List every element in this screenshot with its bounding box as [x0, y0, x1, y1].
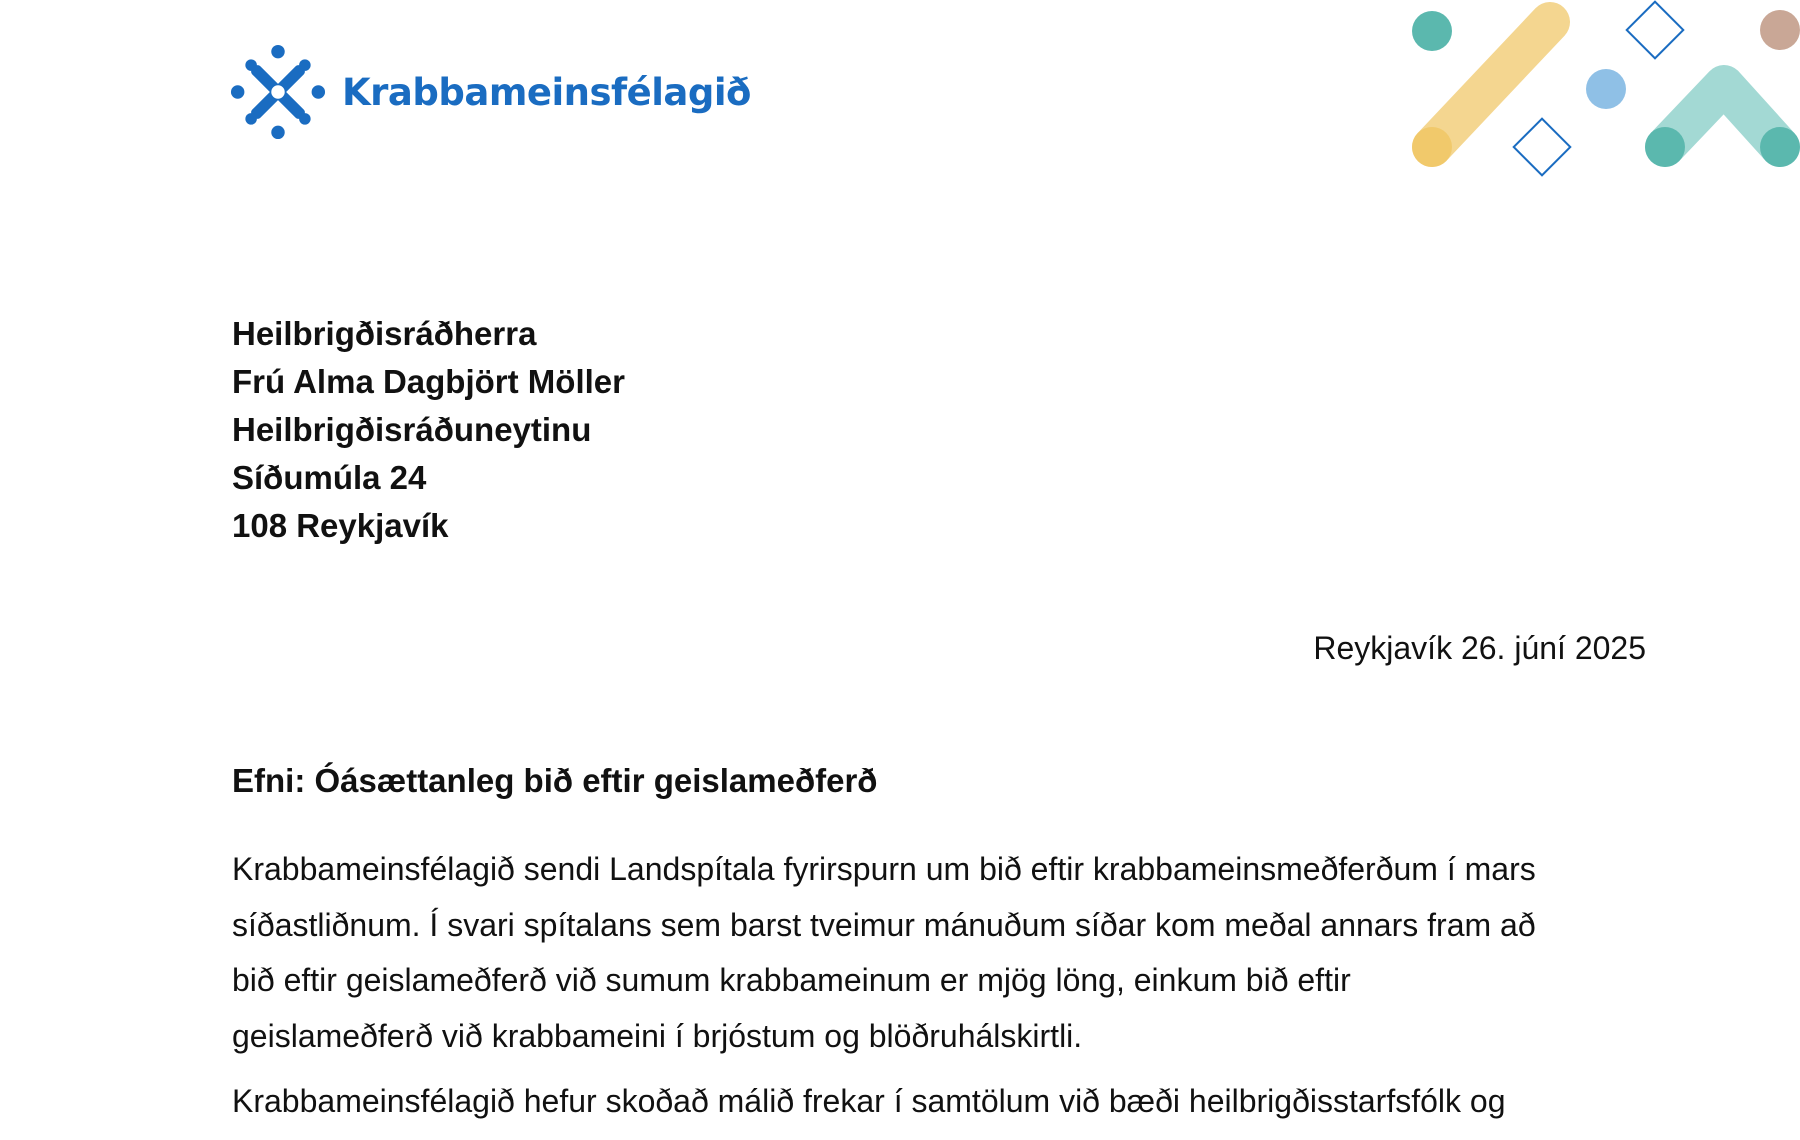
yellow-dot-icon	[1412, 127, 1452, 167]
teal-dot-icon	[1412, 11, 1452, 51]
logo-text: Krabbameinsfélagið	[342, 70, 751, 114]
recipient-city: 108 Reykjavík	[232, 507, 449, 544]
letter-date: Reykjavík 26. júní 2025	[1313, 630, 1646, 666]
recipient-name: Frú Alma Dagbjört Möller	[232, 363, 625, 400]
paragraph	[232, 842, 1732, 1064]
body-line: bið eftir geislameðferð við sumum krabbameinum er mjög löng, einkum bið eftir	[232, 962, 1351, 998]
recipient-address	[232, 310, 625, 550]
letter-body	[232, 842, 1732, 1140]
body-line: Krabbameinsfélagið sendi Landspítala fyrirspurn um bið eftir krabbameinsmeðferðum í mars	[232, 851, 1536, 887]
body-line: síðastliðnum. Í svari spítalans sem barst tveimur mánuðum síðar kom meðal annars fram að	[232, 906, 1536, 943]
recipient-title: Heilbrigðisráðherra	[232, 315, 537, 352]
diamond-outline-icon	[1514, 119, 1571, 176]
diamond-outline-icon	[1627, 2, 1684, 59]
paragraph	[232, 1074, 1732, 1130]
teal-dot-icon	[1645, 127, 1685, 167]
letter-subject: Efni: Óásættanleg bið eftir geislameðferð	[232, 762, 878, 799]
logo-mark-icon	[230, 44, 326, 140]
rose-dot-icon	[1760, 10, 1800, 50]
recipient-organization: Heilbrigðisráðuneytinu	[232, 411, 592, 448]
teal-dot-icon	[1760, 127, 1800, 167]
recipient-street: Síðumúla 24	[232, 459, 427, 496]
body-line: Krabbameinsfélagið hefur skoðað málið frekar í samtölum við bæði heilbrigðisstarfsfólk og	[232, 1083, 1506, 1119]
decorative-shapes	[1380, 0, 1800, 185]
blue-dot-icon	[1586, 69, 1626, 109]
body-line: geislameðferð við krabbameini í brjóstum og blöðruhálskirtli.	[232, 1017, 1083, 1054]
logo	[230, 44, 751, 140]
